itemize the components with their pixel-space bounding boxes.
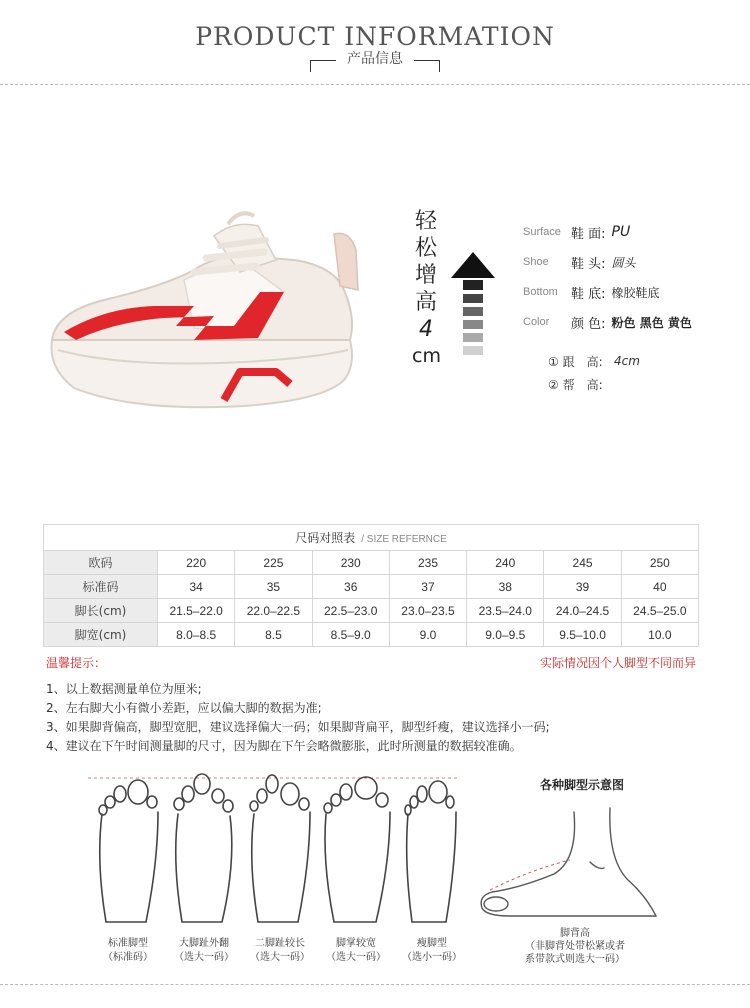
spec-color	[523, 311, 692, 333]
foot-type-tip: （标准码）	[103, 952, 153, 963]
foot-type-label	[166, 937, 242, 965]
high-instep-tip: 系带款式则选大一码）	[525, 954, 625, 965]
foot-types-illustration	[88, 772, 468, 932]
table-cell: 21.5–22.0	[158, 599, 235, 623]
tip-note: 4、建议在下午时间测量脚的尺寸，因为脚在下午会略微膨胀，此时所测量的数据较准确。	[46, 739, 522, 753]
individual-difference-note: 实际情况因个人脚型不同而异	[540, 656, 697, 670]
table-cell: 8.5	[235, 623, 312, 647]
size-table-title	[44, 525, 699, 551]
foot-type-name: 瘦脚型	[417, 938, 447, 949]
table-cell: 9.5–10.0	[544, 623, 621, 647]
slogan-char: 松	[414, 236, 437, 261]
arrow-up-icon	[448, 250, 498, 362]
table-row	[44, 599, 699, 623]
spec-surface	[523, 221, 630, 243]
size-table-title-cn: 尺码对照表	[295, 531, 356, 545]
spec-cn-label: 颜 色:	[571, 316, 606, 332]
foot-type-tip: （选大一码）	[174, 952, 234, 963]
heel-height-row	[548, 351, 640, 371]
table-cell: 9.0	[389, 623, 466, 647]
slogan-char: 4	[419, 317, 433, 342]
spec-cn-label: 鞋 面:	[571, 226, 606, 242]
tip-note: 2、左右脚大小有微小差距，应以偏大脚的数据为准;	[46, 701, 322, 715]
foot-type-name: 大脚趾外翻	[179, 938, 229, 949]
foot-type-label	[242, 937, 318, 965]
table-cell: 22.5–23.0	[312, 599, 389, 623]
warm-tip-label: 温馨提示：	[46, 656, 107, 670]
size-table	[43, 524, 699, 647]
height-slogan	[412, 208, 440, 370]
table-cell: 235	[389, 551, 466, 575]
foot-slim-icon	[405, 781, 456, 922]
spec-value: PU	[611, 224, 631, 240]
row-header: 欧码	[44, 551, 158, 575]
size-table-title-row	[44, 525, 699, 551]
table-cell: 10.0	[621, 623, 698, 647]
foot-diagram-title: 各种脚型示意图	[540, 778, 625, 792]
subtitle-tick-left	[310, 60, 311, 72]
heel-height-value: 4cm	[614, 354, 640, 368]
table-cell: 39	[544, 575, 621, 599]
spec-en-label: Surface	[523, 226, 561, 238]
subtitle-tick-right	[439, 60, 440, 72]
table-cell: 230	[312, 551, 389, 575]
table-row	[44, 575, 699, 599]
spec-bottom	[523, 281, 660, 303]
table-cell: 23.0–23.5	[389, 599, 466, 623]
table-cell: 24.5–25.0	[621, 599, 698, 623]
high-instep-tip: （非脚背处带松紧或者	[525, 941, 625, 952]
table-cell: 24.0–24.5	[544, 599, 621, 623]
slogan-char: 高	[414, 290, 437, 315]
foot-long-second-toe-icon	[250, 775, 310, 922]
subtitle-rule-right	[414, 60, 440, 61]
table-cell: 34	[158, 575, 235, 599]
foot-type-label	[394, 937, 470, 965]
spec-cn-label: 鞋 底:	[571, 286, 606, 302]
table-row	[44, 551, 699, 575]
high-instep-foot-icon	[470, 800, 680, 920]
table-cell: 8.5–9.0	[312, 623, 389, 647]
slogan-char: 增	[414, 263, 437, 288]
spec-en-label: Bottom	[523, 286, 558, 298]
spec-en-label: Shoe	[523, 256, 549, 268]
high-instep-label	[490, 927, 660, 966]
footer-divider	[0, 984, 750, 985]
upper-height-label: ② 帮 高:	[548, 377, 603, 392]
foot-bunion-icon	[174, 774, 233, 922]
foot-type-name: 脚掌较宽	[336, 938, 376, 949]
table-row	[44, 623, 699, 647]
row-header: 脚长(cm)	[44, 599, 158, 623]
spec-value: 粉色 黑色 黄色	[611, 315, 692, 330]
spec-value: 圆头	[611, 255, 636, 270]
table-cell: 8.0–8.5	[158, 623, 235, 647]
foot-type-name: 二脚趾较长	[255, 938, 305, 949]
table-cell: 38	[467, 575, 544, 599]
table-cell: 35	[235, 575, 312, 599]
heel-height-label: ① 跟 高:	[548, 354, 603, 369]
upper-height-row	[548, 374, 614, 394]
tip-note: 3、如果脚背偏高，脚型宽肥，建议选择偏大一码；如果脚背扁平，脚型纤瘦，建议选择小一码;	[46, 720, 550, 734]
foot-type-tip: （选大一码）	[326, 952, 386, 963]
foot-type-tip: （选小一码）	[402, 952, 462, 963]
slogan-char: 轻	[414, 209, 437, 234]
table-cell: 225	[235, 551, 312, 575]
row-header: 标准码	[44, 575, 158, 599]
table-cell: 37	[389, 575, 466, 599]
table-cell: 220	[158, 551, 235, 575]
slogan-unit: cm	[412, 345, 441, 367]
table-cell: 40	[621, 575, 698, 599]
foot-type-label	[90, 937, 166, 965]
page-title: PRODUCT INFORMATION	[195, 22, 555, 51]
tip-note: 1、以上数据测量单位为厘米;	[46, 682, 202, 696]
row-header: 脚宽(cm)	[44, 623, 158, 647]
table-cell: 240	[467, 551, 544, 575]
spec-value: 橡胶鞋底	[611, 285, 660, 300]
high-instep-title: 脚背高	[560, 928, 590, 939]
foot-standard-icon	[99, 780, 158, 922]
header-divider	[0, 84, 750, 85]
sneaker-image	[44, 200, 374, 420]
table-cell: 245	[544, 551, 621, 575]
foot-type-label	[318, 937, 394, 965]
table-cell: 36	[312, 575, 389, 599]
table-cell: 22.0–22.5	[235, 599, 312, 623]
table-cell: 250	[621, 551, 698, 575]
foot-type-name: 标准脚型	[108, 938, 148, 949]
foot-type-tip: （选大一码）	[250, 952, 310, 963]
subtitle-rule-left	[310, 60, 336, 61]
spec-cn-label: 鞋 头:	[571, 256, 606, 272]
table-cell: 9.0–9.5	[467, 623, 544, 647]
foot-wide-icon	[324, 777, 390, 922]
spec-shoe	[523, 251, 636, 273]
table-cell: 23.5–24.0	[467, 599, 544, 623]
spec-en-label: Color	[523, 316, 550, 328]
size-table-title-en: / SIZE REFERNCE	[361, 534, 447, 545]
page-subtitle: 产品信息	[347, 51, 403, 67]
